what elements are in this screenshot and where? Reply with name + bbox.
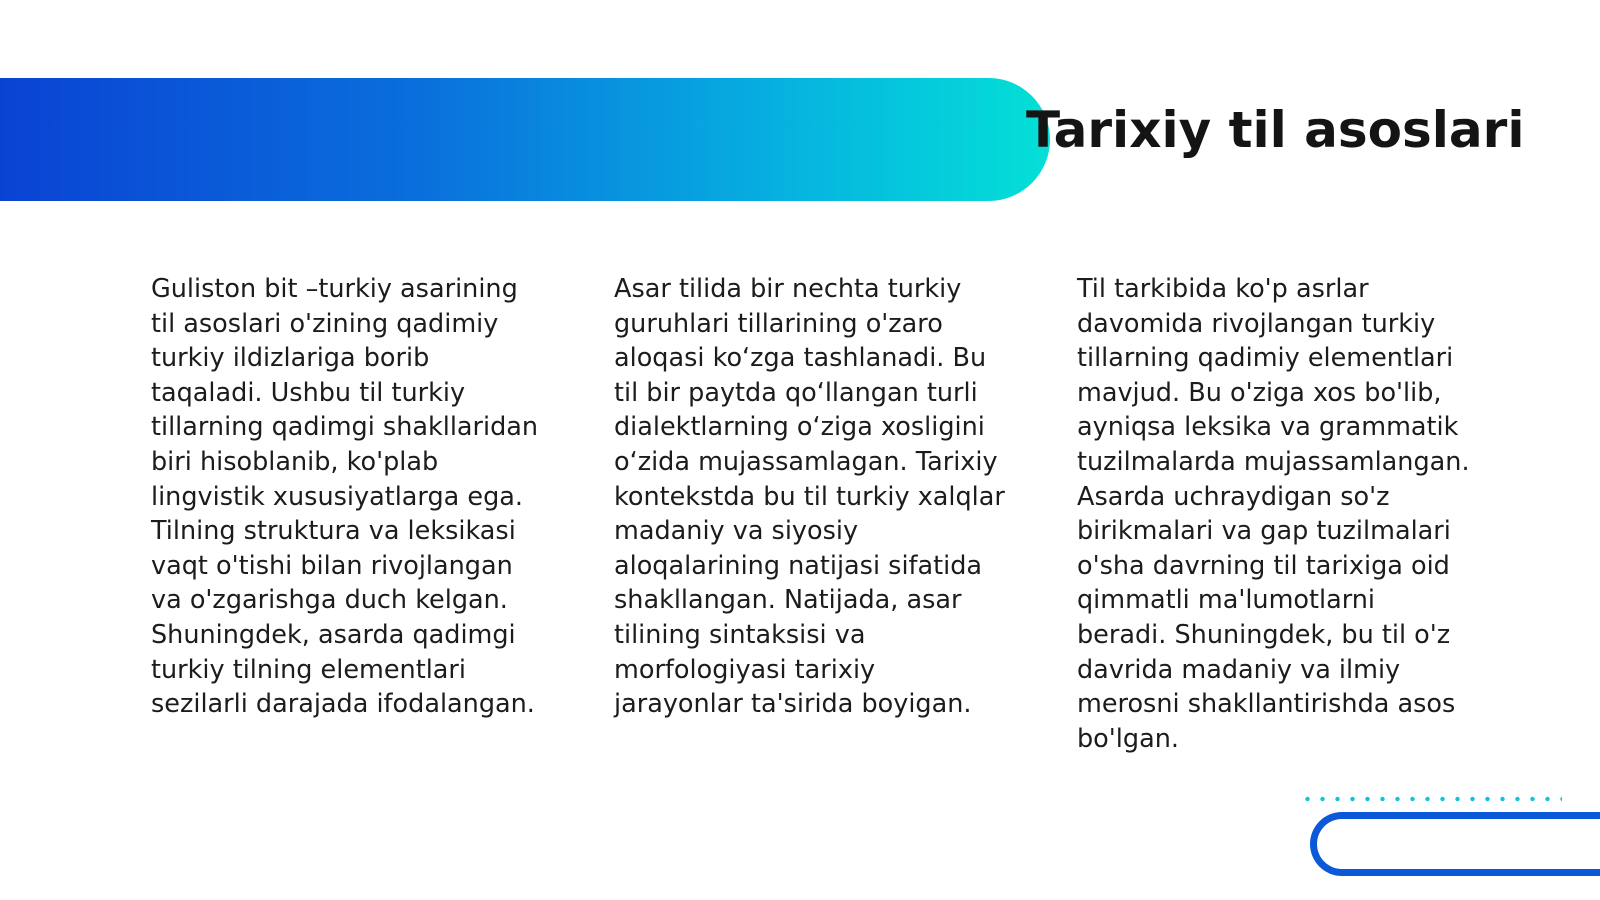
decorative-dot-row (1300, 796, 1562, 802)
text-column-1: Guliston bit –turkiy asarining til asoslari o'zining qadimiy turkiy ildizlariga borib taqaladi. Ushbu til turkiy tillarning qadimgi shakllaridan biri hisoblanib, ko'plab lingvistik xususiyatlarga ega. Tilning struktura va leksikasi vaqt o'tishi bilan rivojlangan va o'zgarishga duch kelgan. Shuningdek, asarda qadimgi turkiy tilning elementlari sezilarli darajada ifodalangan. (151, 274, 539, 720)
text-column-2: Asar tilida bir nechta turkiy guruhlari tillarining o'zaro aloqasi ko‘zga tashlanadi. Bu til bir paytda qo‘llangan turli dialektlarning o‘ziga xosligini o‘zida mujassamlagan. Tarixiy kontekstda bu til turkiy xalqlar madaniy va siyosiy aloqalarining natijasi sifatida shakllangan. Natijada, asar tilining sintaksisi va morfologiyasi tarixiy jarayonlar ta'sirida boyigan. (614, 274, 1005, 720)
decorative-pill-outline (1310, 812, 1600, 876)
header-gradient-band (0, 78, 1050, 201)
text-column-3: Til tarkibida ko'p asrlar davomida rivojlangan turkiy tillarning qadimiy elementlari mavjud. Bu o'ziga xos bo'lib, ayniqsa leksika va grammatik tuzilmalarda mujassamlangan. Asarda uchraydigan so'z birikmalari va gap tuzilmalari o'sha davrning til tarixiga oid qimmatli ma'lumotlarni beradi. Shuningdek, bu til o'z davrida madaniy va ilmiy merosni shakllantirishda asos bo'lgan. (1077, 274, 1470, 754)
slide-title: Tarixiy til asoslari (1026, 101, 1525, 159)
